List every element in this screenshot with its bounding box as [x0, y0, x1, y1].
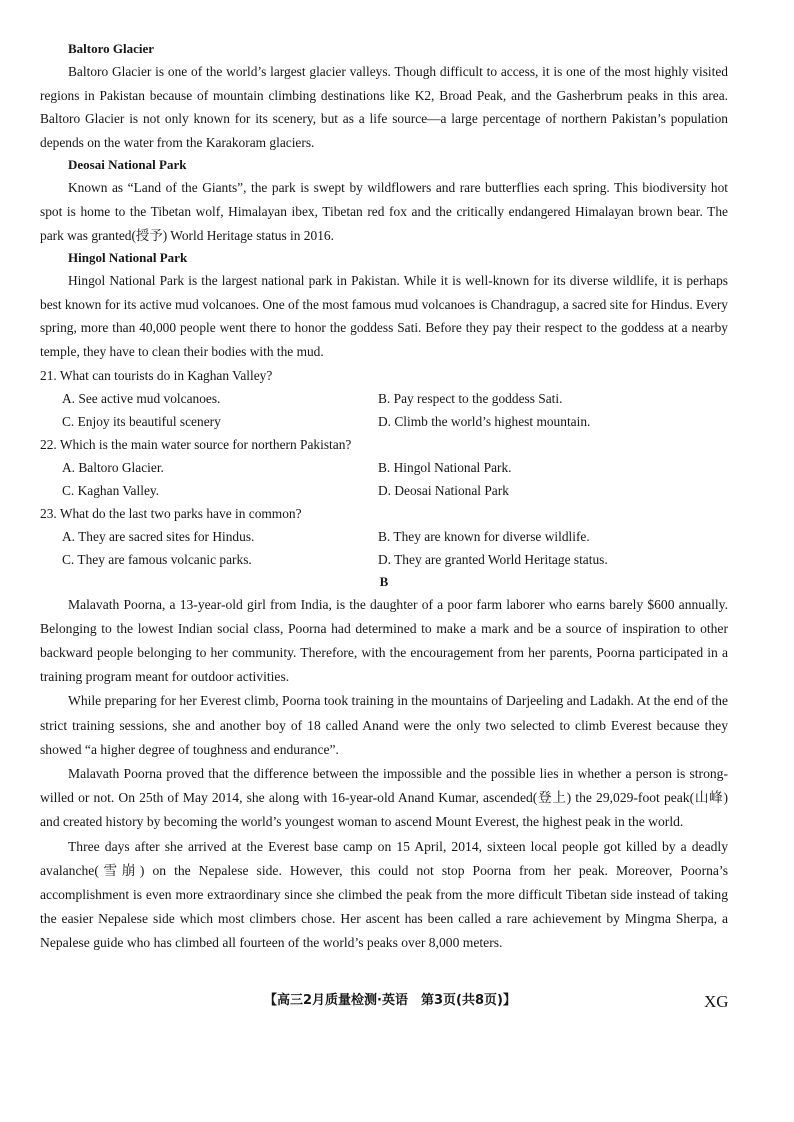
section-paragraph: Baltoro Glacier is one of the world’s largest glacier valleys. Though difficult to access, it is one of the most highly visited regions in Pakistan because of mountain climbing destinations like K2, Broad Peak, and the Gasherbrum peaks in this area. Baltoro Glacier is not only known for its scenery, but as a life source—a large percentage of northern Pakistan’s population depends on the water from the Karakoram glaciers. — [40, 64, 728, 150]
passage-paragraph: While preparing for her Everest climb, Poorna took training in the mountains of Darjeeling and Ladakh. At the end of the strict training sessions, she and another boy of 18 called Anand were the only two selected to climb Everest because they showed “a higher degree of toughness and endurance”. — [40, 693, 728, 757]
section-deosai-national-park — [40, 154, 728, 247]
part-label: B — [379, 573, 389, 589]
option-a: A. They are sacred sites for Hindus. — [62, 528, 255, 544]
question-options — [40, 525, 728, 571]
option-b: B. Hingol National Park. — [378, 459, 512, 475]
option-c: C. Enjoy its beautiful scenery — [62, 413, 221, 429]
question-21 — [40, 364, 728, 433]
question-22 — [40, 433, 728, 502]
option-c: C. Kaghan Valley. — [62, 482, 160, 498]
option-b: B. They are known for diverse wildlife. — [378, 528, 590, 544]
question-stem: 22. Which is the main water source for northern Pakistan? — [40, 436, 352, 452]
option-d: D. Deosai National Park — [378, 482, 509, 498]
option-b: B. Pay respect to the goddess Sati. — [378, 390, 563, 406]
section-title: Deosai National Park — [68, 157, 187, 173]
option-a: A. See active mud volcanoes. — [62, 390, 221, 406]
footer-code: XG — [704, 992, 729, 1011]
question-stem: 21. What can tourists do in Kaghan Valley? — [40, 367, 273, 383]
section-title: Hingol National Park — [68, 250, 188, 266]
page-content — [40, 38, 728, 956]
option-c: C. They are famous volcanic parks. — [62, 551, 252, 567]
question-23 — [40, 502, 728, 571]
passage-paragraph: Malavath Poorna proved that the difference between the impossible and the possible lies in whether a person is strong-willed or not. On 25th of May 2014, she along with 16-year-old Anand Kumar, ascended(登上) the 29,029-foot peak(山峰) and created history by becoming the world’s youngest woman to ascend Mount Everest, the highest peak in the world. — [40, 765, 728, 830]
footer-exam-info: 【高三2月质量检测·英语 第3页(共8页)】 — [264, 993, 516, 1008]
section-hingol-national-park — [40, 247, 728, 363]
section-paragraph: Known as “Land of the Giants”, the park is swept by wildflowers and rare butterflies each spring. This biodiversity hot spot is home to the Tibetan wolf, Himalayan ibex, Tibetan red fox and the critically endangered Himalayan brown bear. The park was granted(授予) World Heritage status in 2016. — [40, 180, 728, 243]
section-baltoro-glacier — [40, 38, 728, 154]
passage-paragraph: Malavath Poorna, a 13-year-old girl from India, is the daughter of a poor farm laborer who earns barely $600 annually. Belonging to the lowest Indian social class, Poorna had determined to make a mark and be a source of inspiration to other backward people belonging to her community. Therefore, with the encouragement from her parents, Poorna participated in a training program meant for outdoor activities. — [40, 596, 728, 685]
section-paragraph: Hingol National Park is the largest national park in Pakistan. While it is well-known for its diverse wildlife, it is perhaps best known for its active mud volcanoes. One of the most famous mud volcanoes is Chandragup, a sacred site for Hindus. Every spring, more than 40,000 people went there to honor the goddess Sati. Before they pay their respect to the goddess at a nearby temple, they have to clean their bodies with the mud. — [40, 273, 728, 359]
page-footer — [0, 988, 794, 1014]
passage-paragraph: Three days after she arrived at the Everest base camp on 15 April, 2014, sixteen local people got killed by a deadly avalanche(雪崩) on the Nepalese side. However, this could not stop Poorna from her peak. Moreover, Poorna’s accomplishment is even more extraordinary since she climbed the peak from the more difficult Tibetan side instead of taking the easier Nepalese side which most climbers chose. Her ascent has been called a rare achievement by Mingma Sherpa, a Nepalese guide who has climbed all fourteen of the world’s peaks over 8,000 meters. — [40, 838, 728, 951]
section-title: Baltoro Glacier — [68, 41, 155, 56]
question-options — [40, 456, 728, 502]
option-d: D. They are granted World Heritage status. — [378, 551, 608, 567]
question-options — [40, 387, 728, 433]
option-a: A. Baltoro Glacier. — [62, 459, 164, 475]
passage-b — [40, 571, 728, 956]
option-d: D. Climb the world’s highest mountain. — [378, 413, 591, 429]
question-stem: 23. What do the last two parks have in common? — [40, 505, 302, 521]
